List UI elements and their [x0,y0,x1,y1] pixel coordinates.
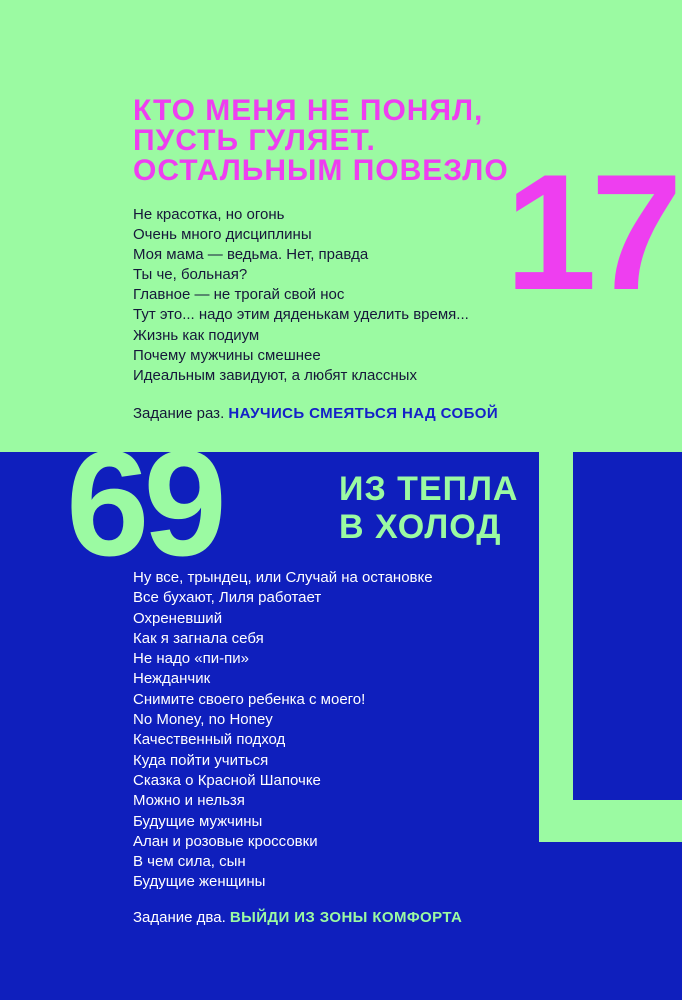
section-1-title-line: ОСТАЛЬНЫМ ПОВЕЗЛО [133,154,509,187]
list-item: No Money, no Honey [133,711,273,729]
decorative-frame-inner [573,452,682,800]
list-item: Охреневший [133,609,223,627]
list-item: Жизнь как подиум [133,326,260,344]
list-item: В чем сила, сын [133,853,246,871]
section-2-title-line: В ХОЛОД [339,508,502,546]
list-item: Куда пойти учиться [133,751,269,769]
section-1-title-line: КТО МЕНЯ НЕ ПОНЯЛ, [133,94,484,127]
task-prefix: Задание два. [133,909,226,926]
section-2-page-number: 69 [66,419,221,587]
section-1-title-line: ПУСТЬ ГУЛЯЕТ. [133,124,376,157]
list-item: Качественный подход [133,731,286,749]
list-item: Сказка о Красной Шапочке [133,771,321,789]
list-item: Можно и нельзя [133,792,245,810]
list-item: Очень много дисциплины [133,226,312,244]
list-item: Как я загнала себя [133,629,264,647]
section-2-task [133,909,462,926]
section-2-title-line: ИЗ ТЕПЛА [339,470,519,508]
list-item: Идеальным завидуют, а любят классных [133,366,417,384]
list-item: Будущие мужчины [133,812,263,830]
section-2-title [339,470,559,546]
section-1-contents [133,205,469,386]
section-1-title [133,96,533,186]
task-text: НАУЧИСЬ СМЕЯТЬСЯ НАД СОБОЙ [228,405,499,422]
list-item: Моя мама — ведьма. Нет, правда [133,246,369,264]
decorative-frame-foot [539,800,682,842]
list-item: Тут это... надо этим дяденькам уделить время... [133,306,469,324]
list-item: Не надо «пи-пи» [133,650,249,668]
list-item: Снимите своего ребенка с моего! [133,690,366,708]
task-prefix: Задание раз. [133,405,225,422]
section-2-contents [133,568,433,893]
list-item: Все бухают, Лиля работает [133,589,322,607]
list-item: Ну все, трындец, или Случай на остановке [133,569,433,586]
list-item: Нежданчик [133,670,211,688]
list-item: Не красотка, но огонь [133,206,285,223]
list-item: Будущие женщины [133,873,266,891]
list-item: Алан и розовые кроссовки [133,832,318,850]
section-1-page-number: 17 [505,140,677,324]
list-item: Главное — не трогай свой нос [133,286,345,304]
task-text: ВЫЙДИ ИЗ ЗОНЫ КОМФОРТА [229,909,463,926]
list-item: Ты че, больная? [133,266,248,284]
list-item: Почему мужчины смешнее [133,346,321,364]
